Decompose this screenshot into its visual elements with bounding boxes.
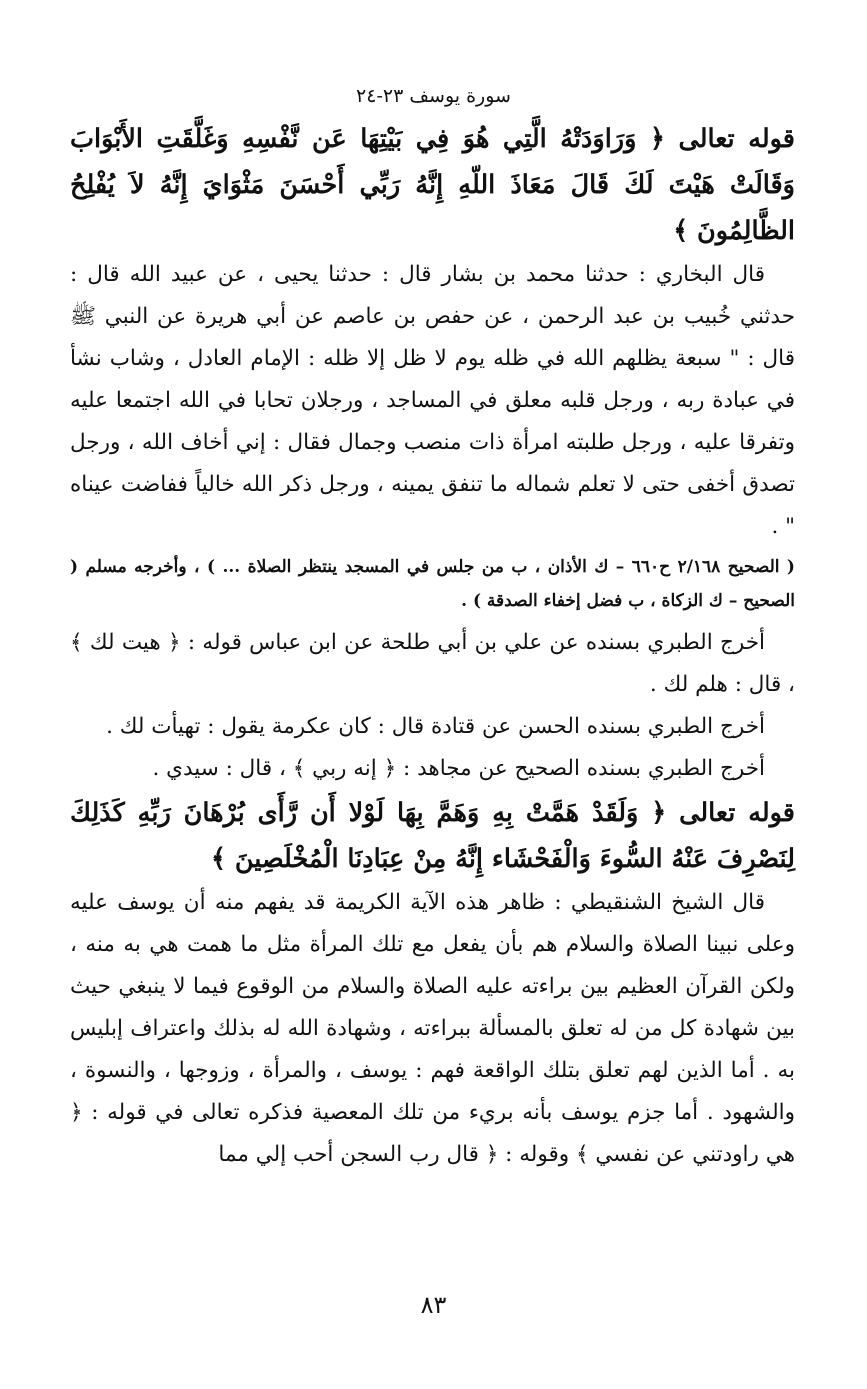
running-header: سورة يوسف ٢٣-٢٤ [356,85,511,107]
shinqiti-commentary [70,882,795,1176]
page-number: ٨٣ [420,1291,447,1319]
tabari-narration-1: أخرج الطبري بسنده عن علي بن أبي طلحة عن ابن عباس قوله : ﴿ هيت لك ﴾ ، قال : هلم لك . [70,630,795,697]
shinqiti-text: قال الشيخ الشنقيطي : ظاهر هذه الآية الكريمة قد يفهم منه أن يوسف عليه وعلى نبينا الصلاة والسلام هم بأن يفعل مع تلك المرأة مثل ما همت هي به منه ، ولكن القرآن العظيم بين براءته عليه الصلاة والسلام من الوقوع فيما لا ينبغي حيث بين شهادة كل من له تعلق بالمسألة ببراءته ، وشهادة الله له بذلك واعتراف إبليس به . أما الذين لهم تعلق بتلك الواقعة فهم : يوسف ، والمرأة ، وزوجها ، والنسوة ، والشهود . أما جزم يوسف بأنه بريء من تلك المعصية فذكره تعالى في قوله : ﴿ هي راودتني عن نفسي ﴾ وقوله : ﴿ قال رب السجن أحب إلي مما [70,890,795,1167]
bukhari-text: قال البخاري : حدثنا محمد بن بشار قال : حدثنا يحيى ، عن عبيد الله قال : حدثني خُبيب بن عبد الرحمن ، عن حفص بن عاصم عن أبي هريرة عن النبي ﷺ قال : " سبعة يظلهم الله في ظله يوم لا ظل إلا ظله : الإمام العادل ، وشاب نشأ في عبادة ربه ، ورجل قلبه معلق في المساجد ، ورجلان تحابا في الله اجتمعا عليه وتفرقا عليه ، ورجل طلبته امرأة ذات منصب وجمال فقال : إني أخاف الله ، ورجل تصدق أخفى حتى لا تعلم شماله ما تنفق يمينه ، ورجل ذكر الله خالياً ففاضت عيناه " . [70,262,795,539]
hadith-reference: ( الصحيح ٢/١٦٨ ح٦٦٠ – ك الأذان ، ب من جلس في المسجد ينتظر الصلاة ... ) ، وأخرجه مسلم ( الصحيح – ك الزكاة ، ب فضل إخفاء الصدقة ) . [70,557,795,611]
tabari-narrations [70,622,795,790]
tabari-narration-3: أخرج الطبري بسنده الصحيح عن مجاهد : ﴿ إنه ربي ﴾ ، قال : سيدي . [152,756,765,781]
bukhari-hadith [70,254,795,548]
tabari-narration-2: أخرج الطبري بسنده الحسن عن قتادة قال : كان عكرمة يقول : تهيأت لك . [106,714,765,739]
page-body [70,116,795,1176]
verse-heading-24: قوله تعالى ﴿ وَلَقَدْ هَمَّتْ بِهِ وَهَمَّ بِهَا لَوْلا أَن رَّأَى بُرْهَانَ رَبِّهِ كَذَلِكَ لِنَصْرِفَ عَنْهُ السُّوءَ وَالْفَحْشَاء إِنَّهُ مِنْ عِبَادِنَا الْمُخْلَصِينَ ﴾ [70,798,795,874]
verse-heading-23: قوله تعالى ﴿ وَرَاوَدَتْهُ الَّتِي هُوَ فِي بَيْتِهَا عَن نَّفْسِهِ وَغَلَّقَتِ الأَبْوَابَ وَقَالَتْ هَيْتَ لَكَ قَالَ مَعَاذَ اللّهِ إِنَّهُ رَبِّي أَحْسَنَ مَثْوَايَ إِنَّهُ لاَ يُفْلِحُ الظَّالِمُونَ ﴾ [70,124,795,246]
